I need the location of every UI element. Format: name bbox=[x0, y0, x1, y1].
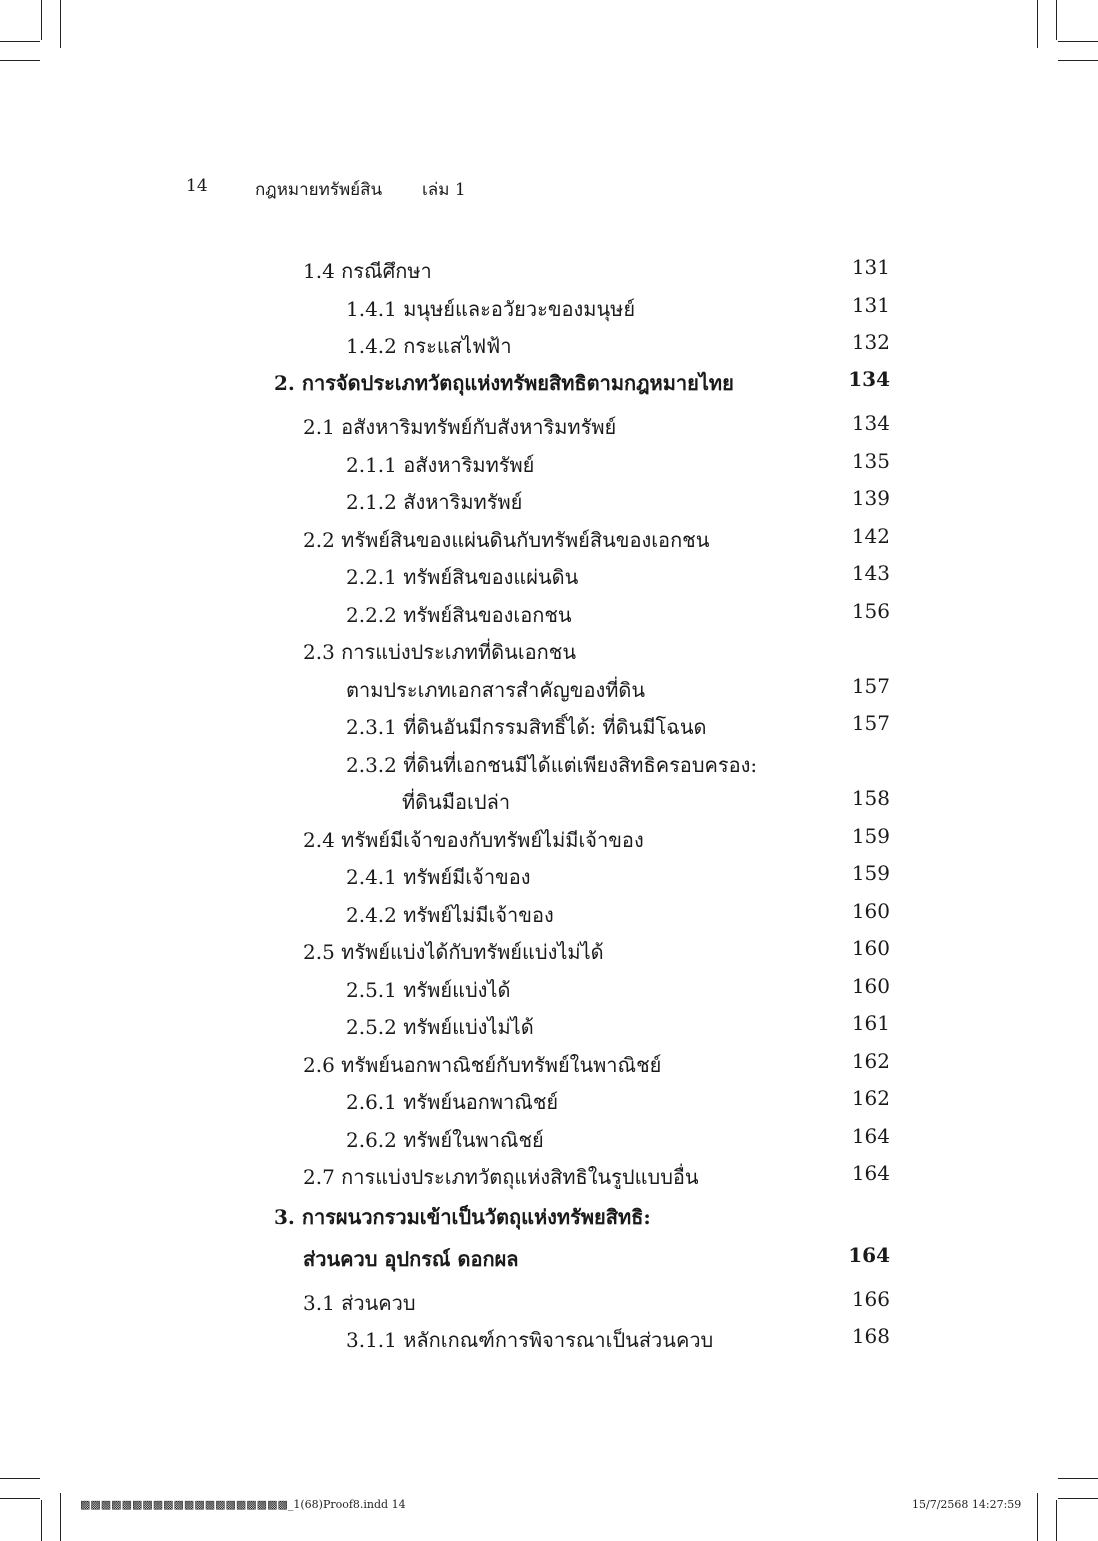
toc-entry-page: 157 bbox=[851, 674, 890, 698]
toc-entry-page: 132 bbox=[851, 330, 890, 354]
toc-entry bbox=[0, 367, 1098, 401]
toc-entry-title: 2.1.1 อสังหาริมทรัพย์ bbox=[346, 453, 535, 477]
toc-entry-title: ส่วนควบ อุปกรณ์ ดอกผล bbox=[303, 1247, 519, 1271]
book-title: กฎหมายทรัพย์สิน bbox=[255, 180, 383, 200]
crop-mark bbox=[1056, 0, 1057, 40]
toc-entry-title: 2.5.1 ทรัพย์แบ่งได้ bbox=[346, 978, 511, 1002]
toc-entry-title: ที่ดินมือเปล่า bbox=[402, 790, 511, 814]
toc-entry-page: 164 bbox=[851, 1161, 890, 1185]
toc-entry bbox=[0, 974, 1098, 1008]
toc-entry-page: 164 bbox=[851, 1124, 890, 1148]
toc-entry-title: 3. การผนวกรวมเข้าเป็นวัตถุแห่งทรัพยสิทธิ: bbox=[274, 1205, 651, 1229]
toc-entry-title: 2.6.1 ทรัพย์นอกพาณิชย์ bbox=[346, 1090, 559, 1114]
page-number: 14 bbox=[186, 176, 208, 196]
toc-entry bbox=[0, 1086, 1098, 1120]
toc-entry-page: 162 bbox=[851, 1049, 890, 1073]
toc-entry bbox=[0, 449, 1098, 483]
toc-entry bbox=[0, 1011, 1098, 1045]
toc-entry-page: 162 bbox=[851, 1086, 890, 1110]
toc-entry-title: 2. การจัดประเภทวัตถุแห่งทรัพยสิทธิตามกฎหมายไทย bbox=[274, 371, 734, 395]
toc-entry bbox=[0, 899, 1098, 933]
toc-entry bbox=[0, 486, 1098, 520]
crop-mark bbox=[0, 1478, 40, 1479]
crop-mark bbox=[1058, 60, 1098, 61]
toc-entry-page: 131 bbox=[851, 255, 890, 279]
toc-entry-title: 2.1 อสังหาริมทรัพย์กับสังหาริมทรัพย์ bbox=[303, 415, 617, 439]
toc-entry-title: 2.1.2 สังหาริมทรัพย์ bbox=[346, 490, 523, 514]
toc-entry-page: 160 bbox=[851, 974, 890, 998]
toc-entry bbox=[0, 674, 1098, 708]
toc-entry-title: 2.5.2 ทรัพย์แบ่งไม่ได้ bbox=[346, 1015, 534, 1039]
toc-entry bbox=[0, 330, 1098, 364]
toc-entry-page: 159 bbox=[851, 861, 890, 885]
toc-entry bbox=[0, 599, 1098, 633]
toc-entry bbox=[0, 1201, 1098, 1235]
crop-mark bbox=[1058, 41, 1098, 42]
crop-mark bbox=[41, 1500, 42, 1541]
file-slug: ▩▩▩▩▩▩▩▩▩▩▩▩▩▩▩▩▩▩▩▩_1(68)Proof8.indd 14 bbox=[80, 1498, 406, 1511]
toc-entry bbox=[0, 561, 1098, 595]
toc-entry-page: 160 bbox=[851, 899, 890, 923]
toc-entry bbox=[0, 255, 1098, 289]
toc-entry-title: 2.2.2 ทรัพย์สินของเอกชน bbox=[346, 603, 572, 627]
toc-entry bbox=[0, 293, 1098, 327]
toc-entry-title: 2.2.1 ทรัพย์สินของแผ่นดิน bbox=[346, 565, 579, 589]
toc-entry-title: 2.4 ทรัพย์มีเจ้าของกับทรัพย์ไม่มีเจ้าของ bbox=[303, 828, 644, 852]
toc-entry-title: 3.1.1 หลักเกณฑ์การพิจารณาเป็นส่วนควบ bbox=[346, 1328, 714, 1352]
toc-entry-title: 1.4.2 กระแสไฟฟ้า bbox=[346, 334, 512, 358]
toc-entry-page: 168 bbox=[851, 1324, 890, 1348]
toc-entry-page: 159 bbox=[851, 824, 890, 848]
toc-entry-page: 131 bbox=[851, 293, 890, 317]
crop-mark bbox=[0, 60, 40, 61]
toc-entry-page: 156 bbox=[851, 599, 890, 623]
toc-entry-page: 161 bbox=[851, 1011, 890, 1035]
crop-mark bbox=[1037, 0, 1038, 48]
toc-entry bbox=[0, 786, 1098, 820]
toc-entry bbox=[0, 636, 1098, 670]
toc-entry-title: 2.3.1 ที่ดินอันมีกรรมสิทธิ์ได้: ที่ดินมีโฉนด bbox=[346, 715, 707, 739]
toc-entry-page: 158 bbox=[851, 786, 890, 810]
toc-entry-page: 166 bbox=[851, 1287, 890, 1311]
toc-entry bbox=[0, 1161, 1098, 1195]
toc-entry bbox=[0, 1124, 1098, 1158]
toc-entry-page: 143 bbox=[851, 561, 890, 585]
toc-entry-title: 2.6.2 ทรัพย์ในพาณิชย์ bbox=[346, 1128, 544, 1152]
toc-entry-title: ตามประเภทเอกสารสำคัญของที่ดิน bbox=[346, 678, 646, 702]
toc-entry bbox=[0, 1243, 1098, 1277]
toc-entry-page: 160 bbox=[851, 936, 890, 960]
toc-entry bbox=[0, 711, 1098, 745]
crop-mark bbox=[1058, 1498, 1098, 1499]
toc-entry bbox=[0, 824, 1098, 858]
toc-entry-title: 2.7 การแบ่งประเภทวัตถุแห่งสิทธิในรูปแบบอื่น bbox=[303, 1165, 699, 1189]
toc-entry bbox=[0, 1049, 1098, 1083]
toc-entry-page: 135 bbox=[851, 449, 890, 473]
toc-entry bbox=[0, 1287, 1098, 1321]
toc-entry-page: 139 bbox=[851, 486, 890, 510]
crop-mark bbox=[1037, 1493, 1038, 1541]
toc-entry bbox=[0, 861, 1098, 895]
toc-entry-title: 2.5 ทรัพย์แบ่งได้กับทรัพย์แบ่งไม่ได้ bbox=[303, 940, 604, 964]
toc-entry bbox=[0, 936, 1098, 970]
toc-entry-title: 2.6 ทรัพย์นอกพาณิชย์กับทรัพย์ในพาณิชย์ bbox=[303, 1053, 662, 1077]
toc-entry-page: 134 bbox=[851, 411, 890, 435]
toc-entry-title: 2.3 การแบ่งประเภทที่ดินเอกชน bbox=[303, 640, 577, 664]
crop-mark bbox=[60, 0, 61, 48]
toc-entry bbox=[0, 524, 1098, 558]
toc-entry-title: 2.4.1 ทรัพย์มีเจ้าของ bbox=[346, 865, 531, 889]
print-timestamp: 15/7/2568 14:27:59 bbox=[912, 1498, 1022, 1511]
toc-entry-page: 134 bbox=[848, 367, 890, 391]
toc-entry-title: 1.4.1 มนุษย์และอวัยวะของมนุษย์ bbox=[346, 297, 636, 321]
toc-entry-title: 2.4.2 ทรัพย์ไม่มีเจ้าของ bbox=[346, 903, 554, 927]
crop-mark bbox=[0, 41, 40, 42]
toc-entry-title: 2.3.2 ที่ดินที่เอกชนมีได้แต่เพียงสิทธิครอบครอง: bbox=[346, 753, 758, 777]
toc-entry-page: 142 bbox=[851, 524, 890, 548]
crop-mark bbox=[1058, 1478, 1098, 1479]
toc-entry bbox=[0, 1324, 1098, 1358]
toc-entry bbox=[0, 749, 1098, 783]
crop-mark bbox=[0, 1498, 40, 1499]
volume-label: เล่ม 1 bbox=[422, 180, 466, 200]
crop-mark bbox=[41, 0, 42, 40]
crop-mark bbox=[60, 1493, 61, 1541]
toc-entry-title: 1.4 กรณีศึกษา bbox=[303, 259, 432, 283]
toc-entry-page: 157 bbox=[851, 711, 890, 735]
crop-mark bbox=[1056, 1500, 1057, 1541]
toc-entry bbox=[0, 411, 1098, 445]
toc-entry-title: 2.2 ทรัพย์สินของแผ่นดินกับทรัพย์สินของเอกชน bbox=[303, 528, 710, 552]
toc-entry-title: 3.1 ส่วนควบ bbox=[303, 1291, 416, 1315]
toc-entry-page: 164 bbox=[848, 1243, 890, 1267]
